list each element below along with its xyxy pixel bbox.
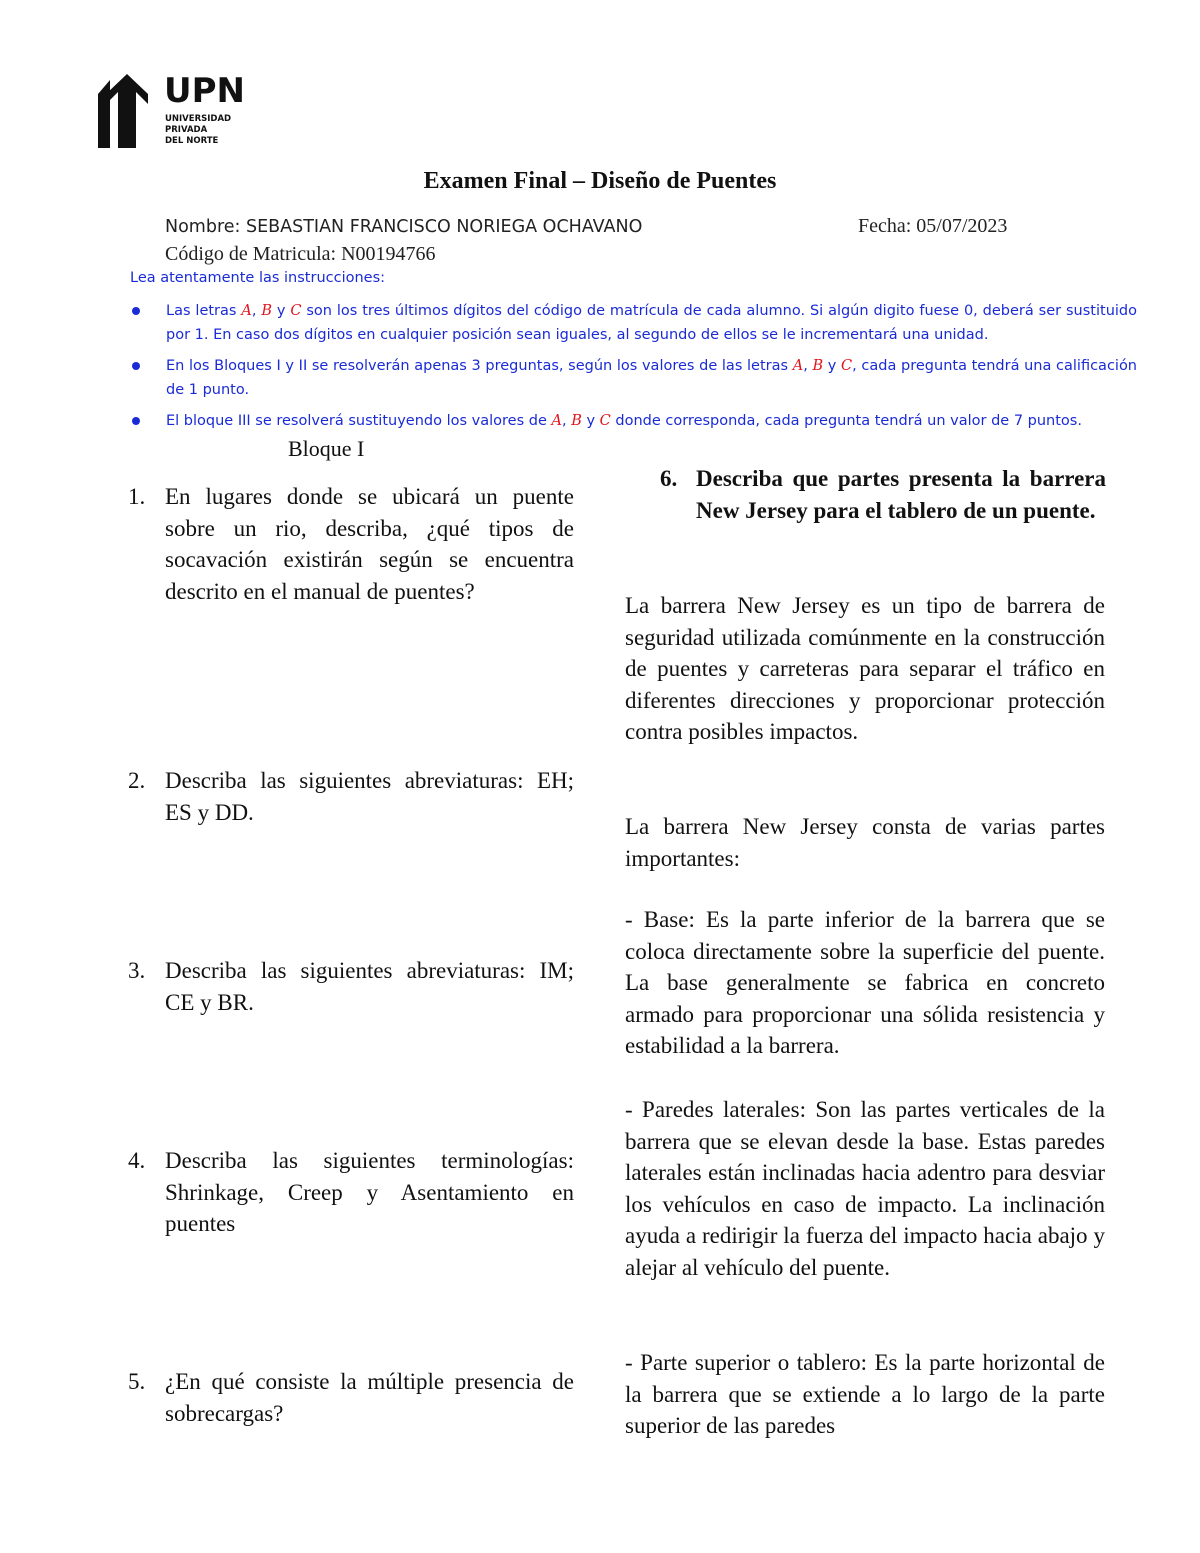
instructions-heading: Lea atentamente las instrucciones: bbox=[130, 270, 386, 286]
exam-date: Fecha: 05/07/2023 bbox=[858, 215, 1008, 237]
university-logo bbox=[96, 71, 245, 152]
instruction-item: Las letras A, B y C son los tres últimos dígitos del código de matrícula de cada alumno. Si algún digito fuese 0, deberá ser sustituido por 1. En caso dos dígitos en cualquier posición sean iguales, al segundo de ellos se le incrementará una unidad. bbox=[132, 299, 1137, 347]
question-6: 6. Describa que partes presenta la barrera New Jersey para el tablero de un puente. bbox=[660, 466, 1106, 523]
question-1: 1. En lugares donde se ubicará un puente sobre un rio, describa, ¿qué tipos de socavación existirán según se encuentra descrito en el manual de puentes? bbox=[128, 484, 574, 604]
answer-paragraph: La barrera New Jersey consta de varias partes importantes: bbox=[625, 814, 1105, 871]
question-4: 4. Describa las siguientes terminologías: Shrinkage, Creep y Asentamiento en puentes bbox=[128, 1148, 574, 1236]
block-title: Bloque I bbox=[288, 436, 365, 461]
bullet-icon bbox=[132, 417, 140, 425]
logo-subtitle: UNIVERSIDAD PRIVADA DEL NORTE bbox=[165, 114, 232, 146]
student-code: Código de Matricula: N00194766 bbox=[165, 243, 436, 265]
logo-wordmark: UPN bbox=[164, 71, 245, 111]
answer-paragraph: - Base: Es la parte inferior de la barrera que se coloca directamente sobre la superficie del puente. La base generalmente se fabrica en concreto armado para proporcionar una sólida resistencia y estabilidad a la barrera. bbox=[625, 907, 1105, 1058]
instruction-item: En los Bloques I y II se resolverán apenas 3 preguntas, según los valores de las letras A, B y C, cada pregunta tendrá una calificación de 1 punto. bbox=[132, 354, 1137, 402]
answer-paragraph: - Paredes laterales: Son las partes verticales de la barrera que se elevan desde la base. Estas paredes laterales están inclinadas hacia adentro para desviar los vehículos en caso de impacto. La inclinación ayuda a redirigir la fuerza del impacto hacia abajo y alejar al vehículo del puente. bbox=[625, 1097, 1105, 1280]
page-title: Examen Final – Diseño de Puentes bbox=[423, 168, 777, 194]
bullet-icon bbox=[132, 362, 140, 370]
upn-logo-icon bbox=[96, 72, 158, 150]
answer-paragraph: - Parte superior o tablero: Es la parte horizontal de la barrera que se extiende a lo largo de la parte superior de las paredes bbox=[625, 1350, 1105, 1438]
question-3: 3. Describa las siguientes abreviaturas: IM; CE y BR. bbox=[128, 958, 574, 1015]
student-name: Nombre: SEBASTIAN FRANCISCO NORIEGA OCHAVANO bbox=[165, 217, 643, 237]
question-5: 5. ¿En qué consiste la múltiple presencia de sobrecargas? bbox=[128, 1369, 574, 1426]
instruction-item: El bloque III se resolverá sustituyendo los valores de A, B y C donde corresponda, cada pregunta tendrá un valor de 7 puntos. bbox=[132, 409, 1137, 433]
question-2: 2. Describa las siguientes abreviaturas: EH; ES y DD. bbox=[128, 768, 574, 825]
answer-paragraph: La barrera New Jersey es un tipo de barrera de seguridad utilizada comúnmente en la construcción de puentes y carreteras para separar el tráfico en diferentes direcciones y proporcionar protección contra posibles impactos. bbox=[625, 593, 1105, 744]
bullet-icon bbox=[132, 307, 140, 315]
